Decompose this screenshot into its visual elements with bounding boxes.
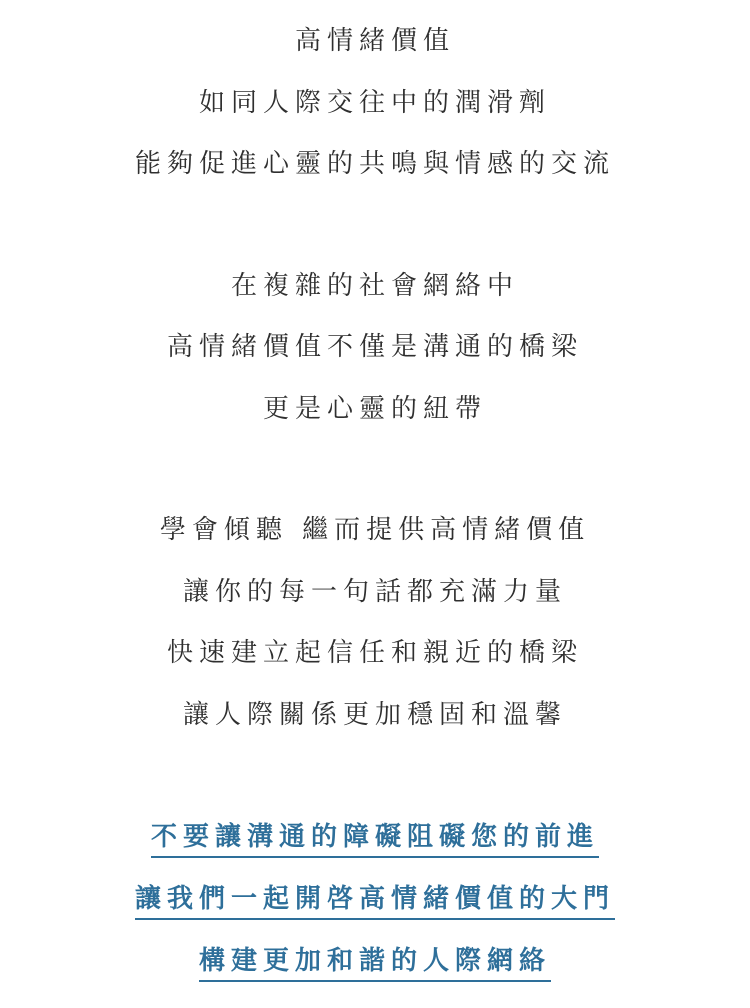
text-line: 能夠促進心靈的共鳴與情感的交流	[134, 149, 615, 179]
text-line: 高情緒價值	[294, 26, 455, 56]
cta-line	[0, 944, 750, 982]
cta-text: 讓我們一起開啓高情緒價值的大門	[135, 882, 615, 920]
text-line: 高情緒價值不僅是溝通的橋梁	[166, 332, 583, 362]
cta-line	[0, 820, 750, 858]
text-line: 更是心靈的紐帶	[262, 394, 487, 424]
cta-line	[0, 882, 750, 920]
cta-text: 不要讓溝通的障礙阻礙您的前進	[151, 820, 599, 858]
text-line: 讓你的每一句話都充滿力量	[182, 577, 567, 607]
cta-text: 構建更加和諧的人際網絡	[199, 944, 551, 982]
text-line: 如同人際交往中的潤滑劑	[198, 88, 551, 118]
text-line: 讓人際關係更加穩固和溫馨	[182, 700, 567, 730]
text-line: 快速建立起信任和親近的橋梁	[166, 638, 583, 668]
text-line: 學會傾聽 繼而提供高情緒價值	[159, 515, 591, 545]
text-line: 在複雜的社會網絡中	[230, 271, 519, 301]
